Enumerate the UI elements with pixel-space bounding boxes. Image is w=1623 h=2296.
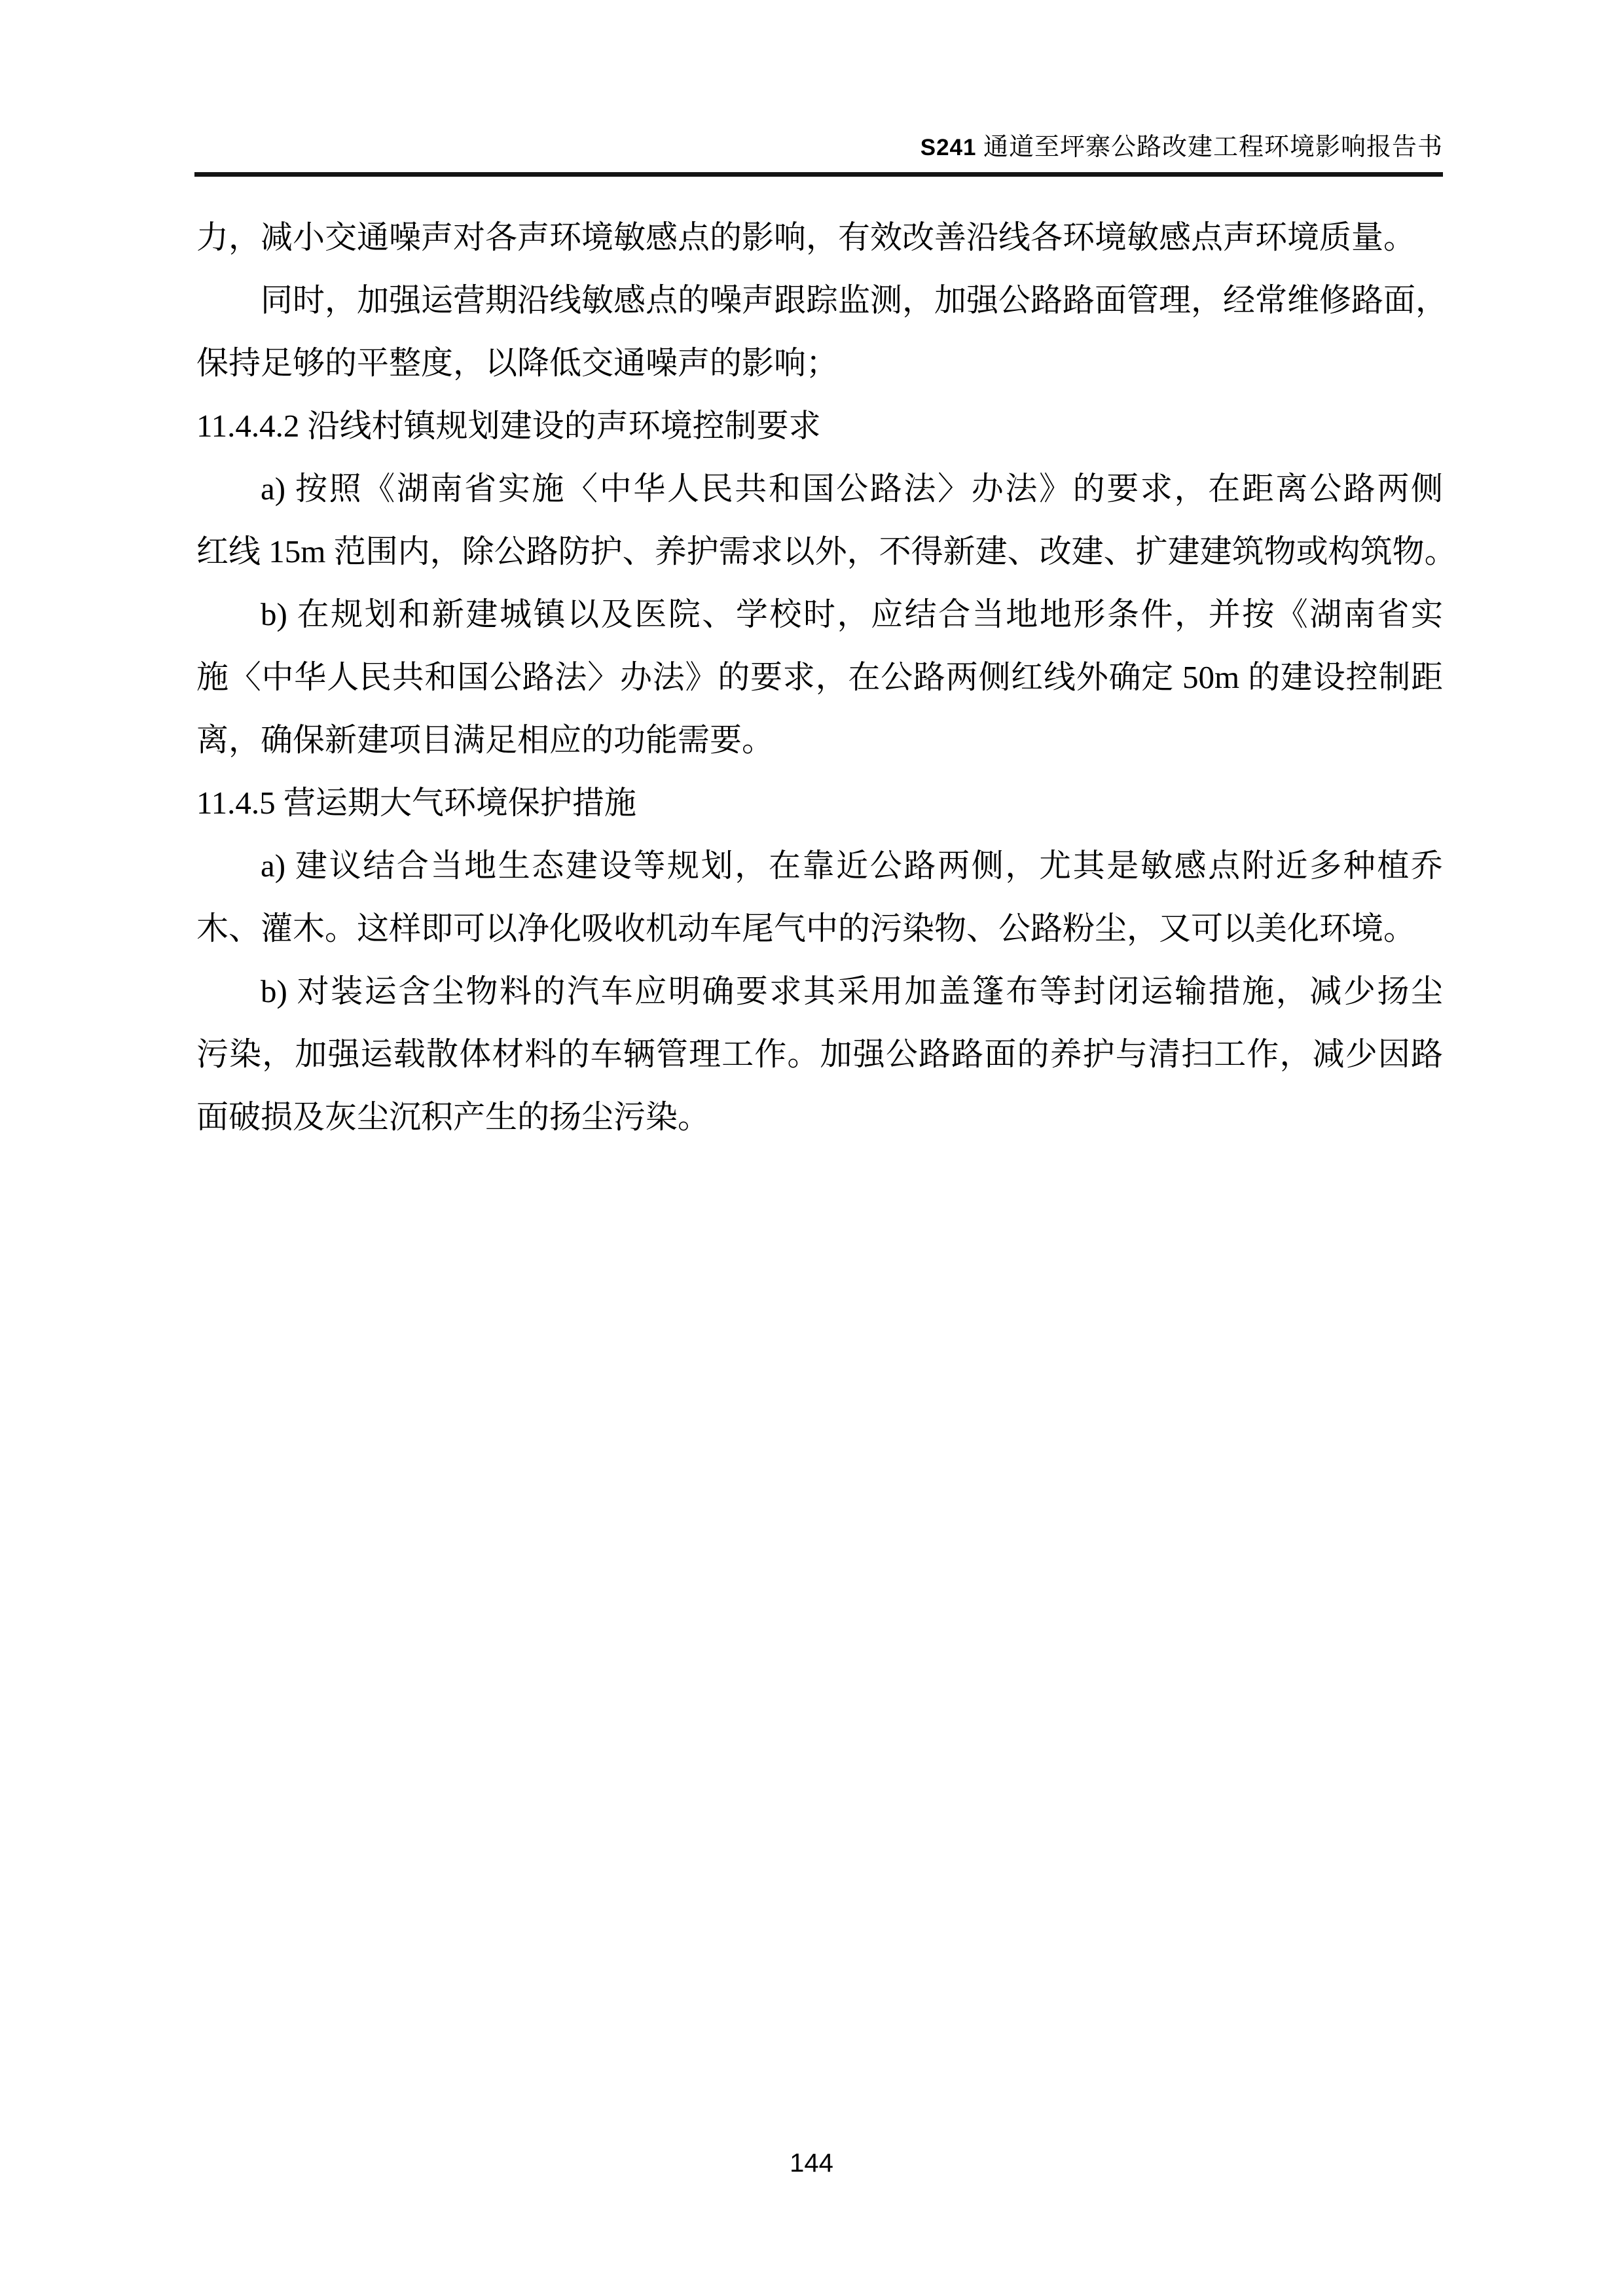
body-line: 同时，加强运营期沿线敏感点的噪声跟踪监测，加强公路路面管理，经常维修路面， (261, 282, 1448, 318)
body-line: 施〈中华人民共和国公路法〉办法》的要求，在公路两侧红线外确定 50m 的建设控制距 (196, 659, 1443, 695)
body-line: 离，确保新建项目满足相应的功能需要。 (196, 722, 775, 758)
body-line: 木、灌木。这样即可以净化吸收机动车尾气中的污染物、公路粉尘，又可以美化环境。 (196, 910, 1416, 946)
page-header (194, 131, 1443, 177)
body-line: a) 按照《湖南省实施〈中华人民共和国公路法〉办法》的要求，在距离公路两侧 (261, 471, 1443, 507)
section-heading: 11.4.5 营运期大气环境保护措施 (196, 785, 636, 821)
report-code: S241 (920, 135, 977, 160)
body-line: 力，减小交通噪声对各声环境敏感点的影响，有效改善沿线各环境敏感点声环境质量。 (196, 219, 1416, 255)
document-body (196, 176, 1457, 1149)
body-line: b) 对装运含尘物料的汽车应明确要求其采用加盖篷布等封闭运输措施，减少扬尘 (261, 973, 1443, 1009)
body-line: 面破损及灰尘沉积产生的扬尘污染。 (196, 1099, 710, 1135)
body-line: 污染，加强运载散体材料的车辆管理工作。加强公路路面的养护与清扫工作，减少因路 (196, 1036, 1443, 1072)
body-line: 保持足够的平整度，以降低交通噪声的影响； (196, 345, 839, 381)
body-line: 红线 15m 范围内，除公路防护、养护需求以外，不得新建、改建、扩建建筑物或构筑物。 (196, 533, 1457, 569)
body-line: b) 在规划和新建城镇以及医院、学校时，应结合当地地形条件，并按《湖南省实 (261, 596, 1443, 632)
body-line: a) 建议结合当地生态建设等规划，在靠近公路两侧，尤其是敏感点附近多种植乔 (261, 848, 1443, 884)
report-title: 通道至坪寨公路改建工程环境影响报告书 (976, 134, 1443, 161)
section-heading: 11.4.4.2 沿线村镇规划建设的声环境控制要求 (196, 408, 821, 444)
page-number: 144 (790, 2149, 833, 2178)
